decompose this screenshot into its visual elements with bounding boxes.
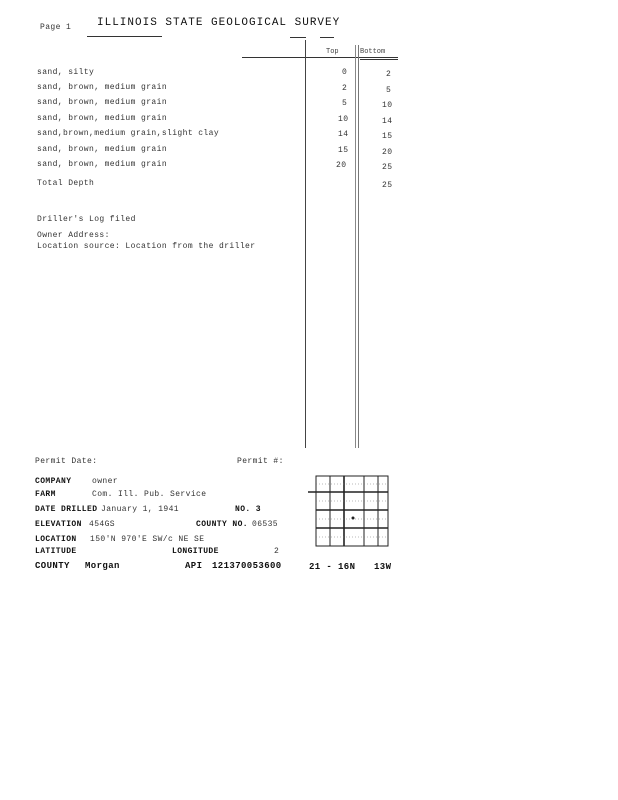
col-header-bottom: Bottom [360,48,386,56]
stratum-top: 2 [342,84,348,93]
stratum-top: 0 [342,68,348,77]
location-source: Location source: Location from the driller [37,242,256,251]
stratum-top: 14 [338,130,349,139]
company-value: owner [92,477,119,486]
date-drilled-label: DATE DRILLED [35,505,98,514]
header-rule [242,57,398,58]
table-divider-mid [355,45,356,448]
stratum-bottom: 2 [386,70,392,79]
stratum-bottom: 14 [382,117,393,126]
stratum-top: 20 [336,161,347,170]
total-depth-label: Total Depth [37,179,95,188]
stratum-bottom: 25 [382,163,393,172]
stratum-desc: sand, silty [37,68,95,77]
stratum-bottom: 5 [386,86,392,95]
stratum-desc: sand, brown, medium grain [37,114,168,123]
county-value: Morgan [85,561,120,571]
farm-label: FARM [35,490,56,499]
well-location-marker [352,517,355,520]
grid-outline [316,476,388,546]
stratum-desc: sand, brown, medium grain [37,160,168,169]
header-dash [290,37,306,38]
county-label: COUNTY [35,561,70,571]
permit-date-label: Permit Date: [35,457,98,466]
api-label: API [185,561,203,571]
driller-note: Driller's Log filed [37,215,136,224]
elevation-value: 454GS [89,520,116,529]
farm-value: Com. Ill. Pub. Service [92,490,207,499]
township: 21 - 16N [309,562,356,572]
permit-no-label: Permit #: [237,457,284,466]
stratum-top: 10 [338,115,349,124]
stratum-desc: sand, brown, medium grain [37,98,168,107]
table-divider-mid-2 [358,45,359,448]
section-location-grid [308,474,392,548]
well-number: NO. 3 [235,505,262,514]
stratum-bottom: 10 [382,101,393,110]
stratum-desc: sand, brown, medium grain [37,145,168,154]
title-underline [87,36,162,37]
stratum-bottom: 15 [382,132,393,141]
stratum-top: 15 [338,146,349,155]
header-dash-2 [320,37,334,38]
stratum-desc: sand,brown,medium grain,slight clay [37,129,220,138]
longitude-label: LONGITUDE [172,547,219,556]
location-label: LOCATION [35,535,77,544]
stratum-bottom: 20 [382,148,393,157]
elevation-label: ELEVATION [35,520,82,529]
stratum-desc: sand, brown, medium grain [37,83,168,92]
header-rule-2 [360,59,398,60]
range: 13W [374,562,392,572]
county-no-label: COUNTY NO. [196,520,249,529]
col-header-top: Top [326,48,339,56]
survey-title: ILLINOIS STATE GEOLOGICAL SURVEY [97,17,341,29]
api-value: 121370053600 [212,561,282,571]
location-value: 150'N 970'E SW/c NE SE [90,535,205,544]
owner-address: Owner Address: [37,231,110,240]
date-drilled-value: January 1, 1941 [101,505,180,514]
stratum-top: 5 [342,99,348,108]
table-divider-left [305,40,306,448]
longitude-value: 2 [274,547,280,556]
total-depth-value: 25 [382,181,393,190]
page-number: Page 1 [40,23,72,32]
county-no-value: 06535 [252,520,279,529]
latitude-label: LATITUDE [35,547,77,556]
company-label: COMPANY [35,477,72,486]
